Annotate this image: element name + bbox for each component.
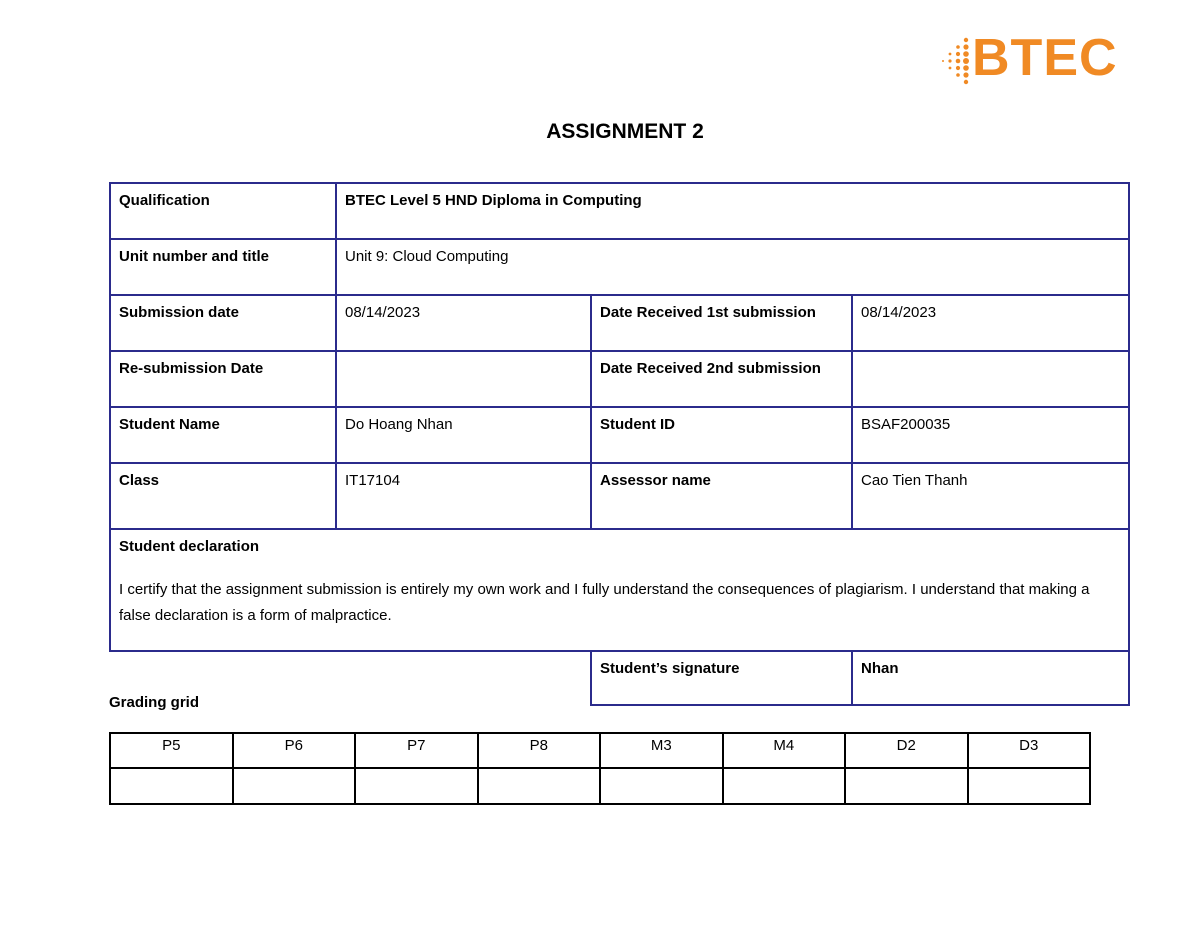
date-received-2-value [852,351,1129,407]
grade-header: D2 [845,733,968,768]
date-received-1-value: 08/14/2023 [852,295,1129,351]
grade-cell [110,768,233,804]
table-row [110,463,1129,529]
grading-grid-table [109,732,1091,805]
grade-cell [478,768,601,804]
assessor-label: Assessor name [591,463,852,529]
unit-label: Unit number and title [110,239,336,295]
grading-grid-label: Grading grid [109,694,199,711]
student-declaration-cell [110,529,1129,651]
logo-text: BTEC [972,29,1118,87]
assessor-value: Cao Tien Thanh [852,463,1129,529]
table-row [110,183,1129,239]
grade-header: M3 [600,733,723,768]
declaration-text: I certify that the assignment submission is entirely my own work and I fully understand the consequences of plagiarism. I understand that making a false declaration is a form of malpractice. [119,581,1090,624]
table-row [110,651,1129,705]
submission-date-label: Submission date [110,295,336,351]
grade-header: D3 [968,733,1091,768]
grade-cell [968,768,1091,804]
table-row [110,295,1129,351]
declaration-heading: Student declaration [119,538,260,555]
grade-header: P6 [233,733,356,768]
qualification-value: BTEC Level 5 HND Diploma in Computing [336,183,1129,239]
class-label: Class [110,463,336,529]
unit-value: Unit 9: Cloud Computing [336,239,1129,295]
table-row [110,529,1129,651]
grade-cell [355,768,478,804]
date-received-1-label: Date Received 1st submission [591,295,852,351]
grade-header: P5 [110,733,233,768]
page-title: ASSIGNMENT 2 [546,120,704,143]
qualification-label: Qualification [110,183,336,239]
student-id-label: Student ID [591,407,852,463]
grade-header: M4 [723,733,846,768]
date-received-2-label: Date Received 2nd submission [591,351,852,407]
table-row [110,239,1129,295]
cover-sheet-table [109,182,1130,706]
grading-header-row [110,733,1090,768]
class-value: IT17104 [336,463,591,529]
student-name-value: Do Hoang Nhan [336,407,591,463]
signature-value: Nhan [852,651,1129,705]
resubmission-value [336,351,591,407]
grade-header: P8 [478,733,601,768]
table-row [110,351,1129,407]
table-row [110,407,1129,463]
grade-cell [600,768,723,804]
grade-header: P7 [355,733,478,768]
student-name-label: Student Name [110,407,336,463]
btec-logo [936,29,1126,94]
grading-value-row [110,768,1090,804]
grade-cell [723,768,846,804]
logo-dots-icon [936,36,974,88]
resubmission-label: Re-submission Date [110,351,336,407]
signature-label: Student’s signature [591,651,852,705]
submission-date-value: 08/14/2023 [336,295,591,351]
student-id-value: BSAF200035 [852,407,1129,463]
grade-cell [845,768,968,804]
grade-cell [233,768,356,804]
